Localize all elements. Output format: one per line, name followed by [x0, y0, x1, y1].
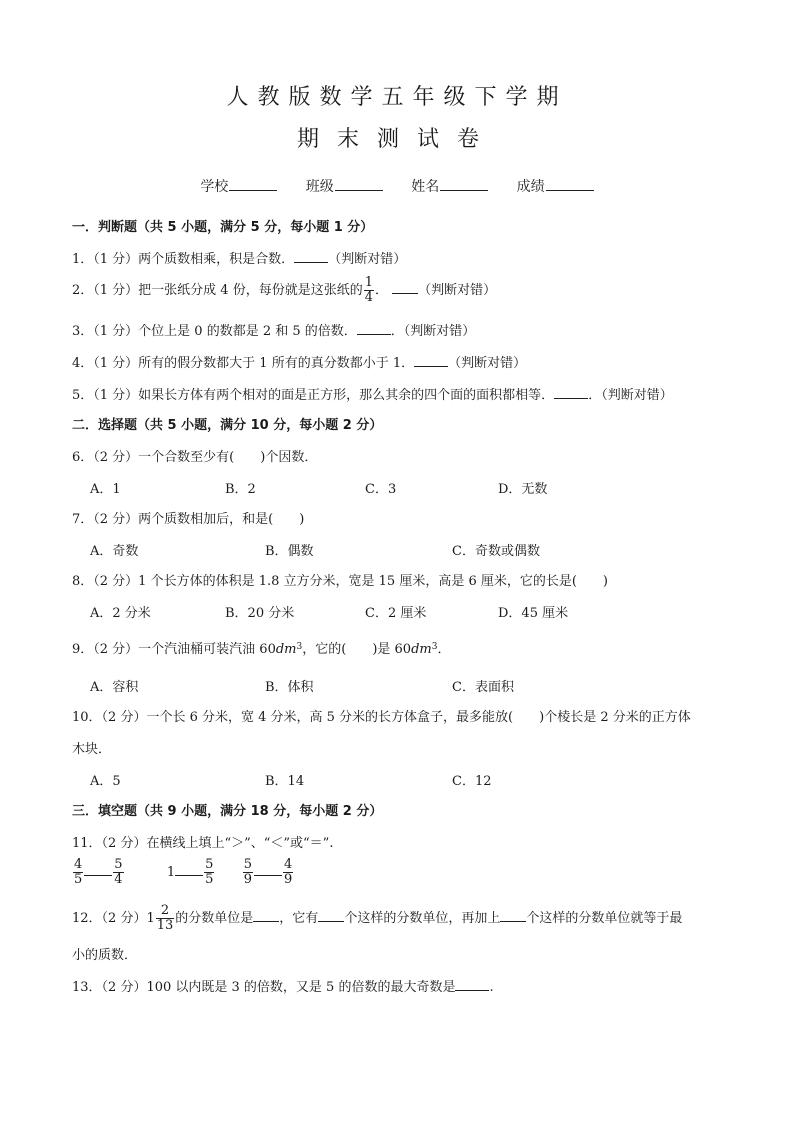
- option-10b: B．14: [265, 774, 305, 789]
- fraction: $\frac{5}{9}$: [243, 857, 252, 887]
- fraction: $\frac{5}{5}$: [205, 857, 214, 887]
- student-info: [0, 176, 794, 196]
- option-6b: B．2: [225, 482, 256, 497]
- name-field: 姓名: [411, 179, 488, 195]
- score-field: 成绩: [517, 179, 594, 195]
- fraction: $\frac{4}{9}$: [283, 857, 293, 887]
- question-1: 1．（1 分）两个质数相乘，积是合数． （判断对错）: [72, 252, 407, 267]
- option-9b: B．体积: [265, 680, 314, 695]
- question-9: 9．（2 分）一个汽油桶可装汽油 $60dm^3$，它的( )是 $60dm^3$．: [72, 642, 451, 657]
- question-3: 3．（1 分）个位上是 0 的数都是 2 和 5 的倍数． ．（判断对错）: [72, 324, 476, 339]
- option-6a: A．1: [90, 482, 121, 497]
- option-6d: D．无数: [498, 482, 548, 497]
- school-field: 学校: [200, 179, 277, 195]
- option-7c: C．奇数或偶数: [452, 544, 540, 559]
- fraction: $\frac{4}{5}$: [74, 857, 83, 887]
- question-4: 4．（1 分）所有的假分数都大于 1 所有的真分数都小于 1． （判断对错）: [72, 356, 527, 371]
- option-7a: A．奇数: [90, 544, 139, 559]
- option-8c: C．2 厘米: [365, 606, 427, 621]
- question-13: 13．（2 分）100 以内既是 3 的倍数，又是 5 的倍数的最大奇数是 .: [72, 980, 494, 995]
- section-heading-1: 一．判断题（共 5 小题，满分 5 分，每小题 1 分）: [72, 220, 374, 235]
- question-2: 2．（1 分）把一张纸分成 4 份，每份就是这张纸的 $\frac{1}{4}$ ． （判断对错）: [72, 275, 497, 305]
- option-10a: A．5: [90, 774, 121, 789]
- section-heading-2: 二．选择题（共 5 小题，满分 10 分，每小题 2 分）: [72, 418, 383, 433]
- section-heading-3: 三．填空题（共 9 小题，满分 18 分，每小题 2 分）: [72, 804, 383, 819]
- option-7b: B．偶数: [265, 544, 314, 559]
- page-subtitle: 期末测试卷: [296, 127, 497, 152]
- question-10-line1: 10．（2 分）一个长 6 分米，宽 4 分米，高 5 分米的长方体盒子，最多能放( )个棱长是 2 分米的正方体: [72, 710, 691, 725]
- option-8d: D．45 厘米: [498, 606, 569, 621]
- option-8a: A．2 分米: [90, 606, 151, 621]
- question-11: 11．（2 分）在横线上填上“＞”、“＜”或“＝”.: [72, 836, 334, 851]
- option-8b: B．20 分米: [225, 606, 295, 621]
- question-8: 8．（2 分）1 个长方体的体积是 1.8 立方分米，宽是 15 厘米，高是 6 厘米，它的长是( ): [72, 574, 609, 589]
- option-9c: C．表面积: [452, 680, 514, 695]
- option-9a: A．容积: [90, 680, 139, 695]
- question-7: 7．（2 分）两个质数相加后，和是( ): [72, 512, 305, 527]
- fraction: $\frac{1}{4}$: [364, 275, 373, 305]
- question-12: 12．（2 分）1 $\frac{2}{13}$ 的分数单位是 ，它有 个这样的分数单位，再加上 个这样的分数单位就等于最: [72, 903, 683, 933]
- class-field: 班级: [306, 179, 383, 195]
- fraction: $\frac{5}{4}$: [114, 857, 123, 887]
- option-6c: C．3: [365, 482, 397, 497]
- question-5: 5．（1 分）如果长方体有两个相对的面是正方形，那么其余的四个面的面积都相等． ．（判断对错）: [72, 388, 673, 403]
- question-11-fractions: $\frac{4}{5}$ $\frac{5}{4}$ 1 $\frac{5}{5}$ $\frac{5}{9}$ $\frac{4}{9}$: [74, 857, 293, 887]
- question-12-line2: 小的质数．: [72, 948, 138, 963]
- question-6: 6．（2 分）一个合数至少有( )个因数．: [72, 450, 318, 465]
- fraction: $\frac{2}{13}$: [156, 903, 174, 933]
- page-title: 人教版数学五年级下学期: [226, 85, 568, 110]
- option-10c: C．12: [452, 774, 492, 789]
- question-10-line2: 木块．: [72, 742, 112, 757]
